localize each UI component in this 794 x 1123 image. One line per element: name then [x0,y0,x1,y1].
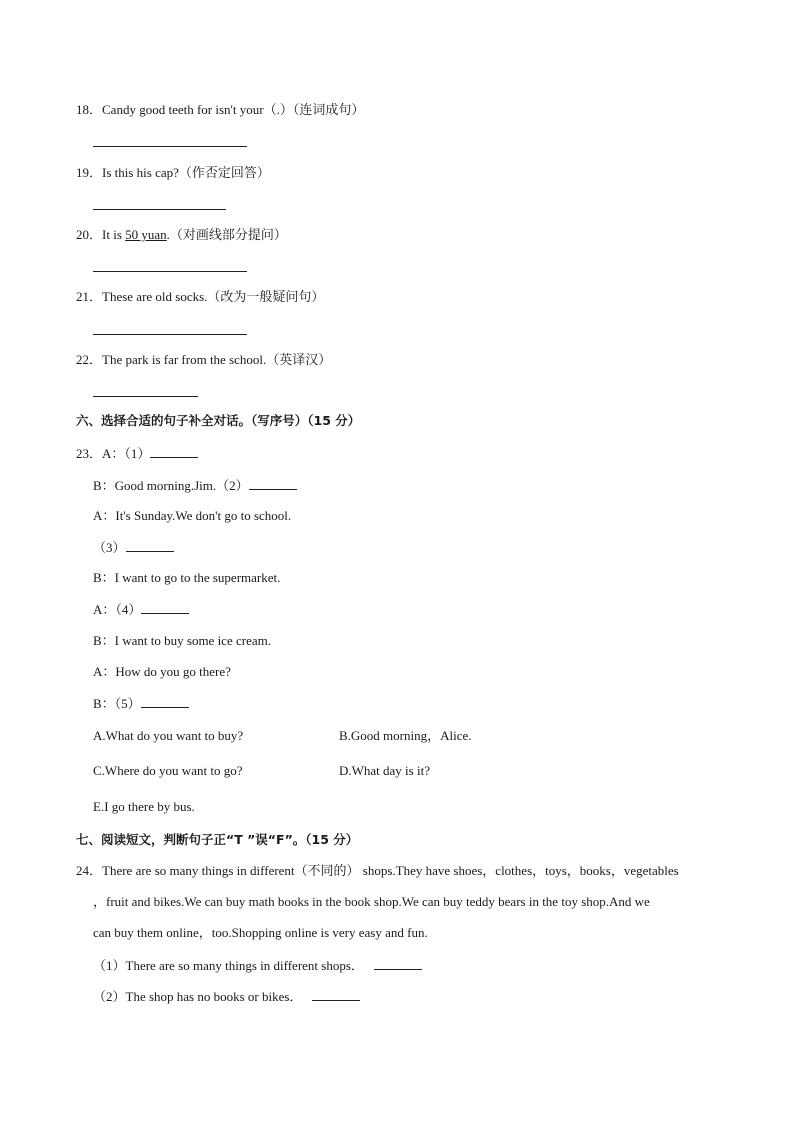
passage-line-1 [76,863,679,879]
answer-line-18[interactable] [93,146,247,147]
answer-line-20[interactable] [93,271,247,272]
blank-5[interactable] [141,695,189,708]
dialogue-line-6 [93,601,189,618]
dialogue-text: B：Good morning.Jim.（2） [93,478,249,493]
dialogue-text: （3） [93,540,126,555]
blank-1[interactable] [150,445,198,458]
option-d: D.What day is it? [339,763,430,778]
dialogue-text: A：It's Sunday.We don't go to school. [93,508,292,523]
dialogue-line-1 [76,445,198,462]
answer-line-22[interactable] [93,396,198,397]
question-number: 24． [76,863,103,878]
question-number: 20． [76,227,103,242]
statement-2 [93,988,360,1005]
question-text: Candy good teeth for isn't your（.）（连词成句） [102,102,365,117]
passage-line-3: can buy them online，too.Shopping online is very easy and fun. [93,925,428,940]
dialogue-line-8 [93,664,231,680]
question-number: 22． [76,352,103,367]
option-c: C.Where do you want to go? [93,763,243,778]
option-e: E.I go there by bus. [93,799,195,814]
question-text: These are old socks.（改为一般疑问句） [102,289,325,304]
dialogue-text: A：How do you go there? [93,664,231,679]
question-number: 18． [76,102,103,117]
passage-line-2: ，fruit and bikes.We can buy math books in the book shop.We can buy teddy bears in the toy shop.And we [93,894,650,909]
answer-blank-2[interactable] [312,988,360,1001]
statement-text: （2）The shop has no books or bikes． [93,989,303,1004]
question-21 [76,289,324,305]
question-20 [76,227,287,243]
question-19 [76,165,270,181]
blank-3[interactable] [126,539,174,552]
question-number: 19． [76,165,103,180]
question-text-pre: It is [102,227,126,242]
question-text: The park is far from the school.（英译汉） [102,352,332,367]
statement-text: （1）There are so many things in different shops． [93,958,364,973]
dialogue-text: A：（4） [93,602,142,617]
dialogue-line-3 [93,508,291,524]
answer-blank-1[interactable] [374,957,422,970]
question-text: Is this his cap?（作否定回答） [102,165,270,180]
dialogue-line-9 [93,695,189,712]
dialogue-line-7 [93,633,271,649]
dialogue-text: B：I want to buy some ice cream. [93,633,271,648]
section-heading-7: 七、阅读短文，判断句子正“T ”误“F”。（15 分） [76,832,359,847]
dialogue-text: B：I want to go to the supermarket. [93,570,281,585]
question-text-post: .（对画线部分提问） [166,227,287,242]
statement-1 [93,957,422,974]
blank-4[interactable] [141,601,189,614]
section-heading-6: 六、选择合适的句子补全对话。（写序号）（15 分） [76,413,361,428]
question-22 [76,352,331,368]
dialogue-line-2 [93,477,297,494]
option-b: B.Good morning，Alice. [339,728,472,743]
underlined-phrase: 50 yuan [125,227,167,242]
blank-2[interactable] [249,477,297,490]
answer-line-19[interactable] [93,209,226,210]
dialogue-line-5 [93,570,280,586]
option-a: A.What do you want to buy? [93,728,244,743]
question-number: 23． [76,446,103,461]
answer-line-21[interactable] [93,334,247,335]
passage-text: There are so many things in different（不同的） shops.They have shoes，clothes，toys，books，vegetables [102,863,679,878]
dialogue-text: A：（1） [102,446,151,461]
dialogue-line-4 [93,539,174,556]
question-number: 21． [76,289,103,304]
dialogue-text: B：（5） [93,696,141,711]
question-18 [76,102,364,118]
